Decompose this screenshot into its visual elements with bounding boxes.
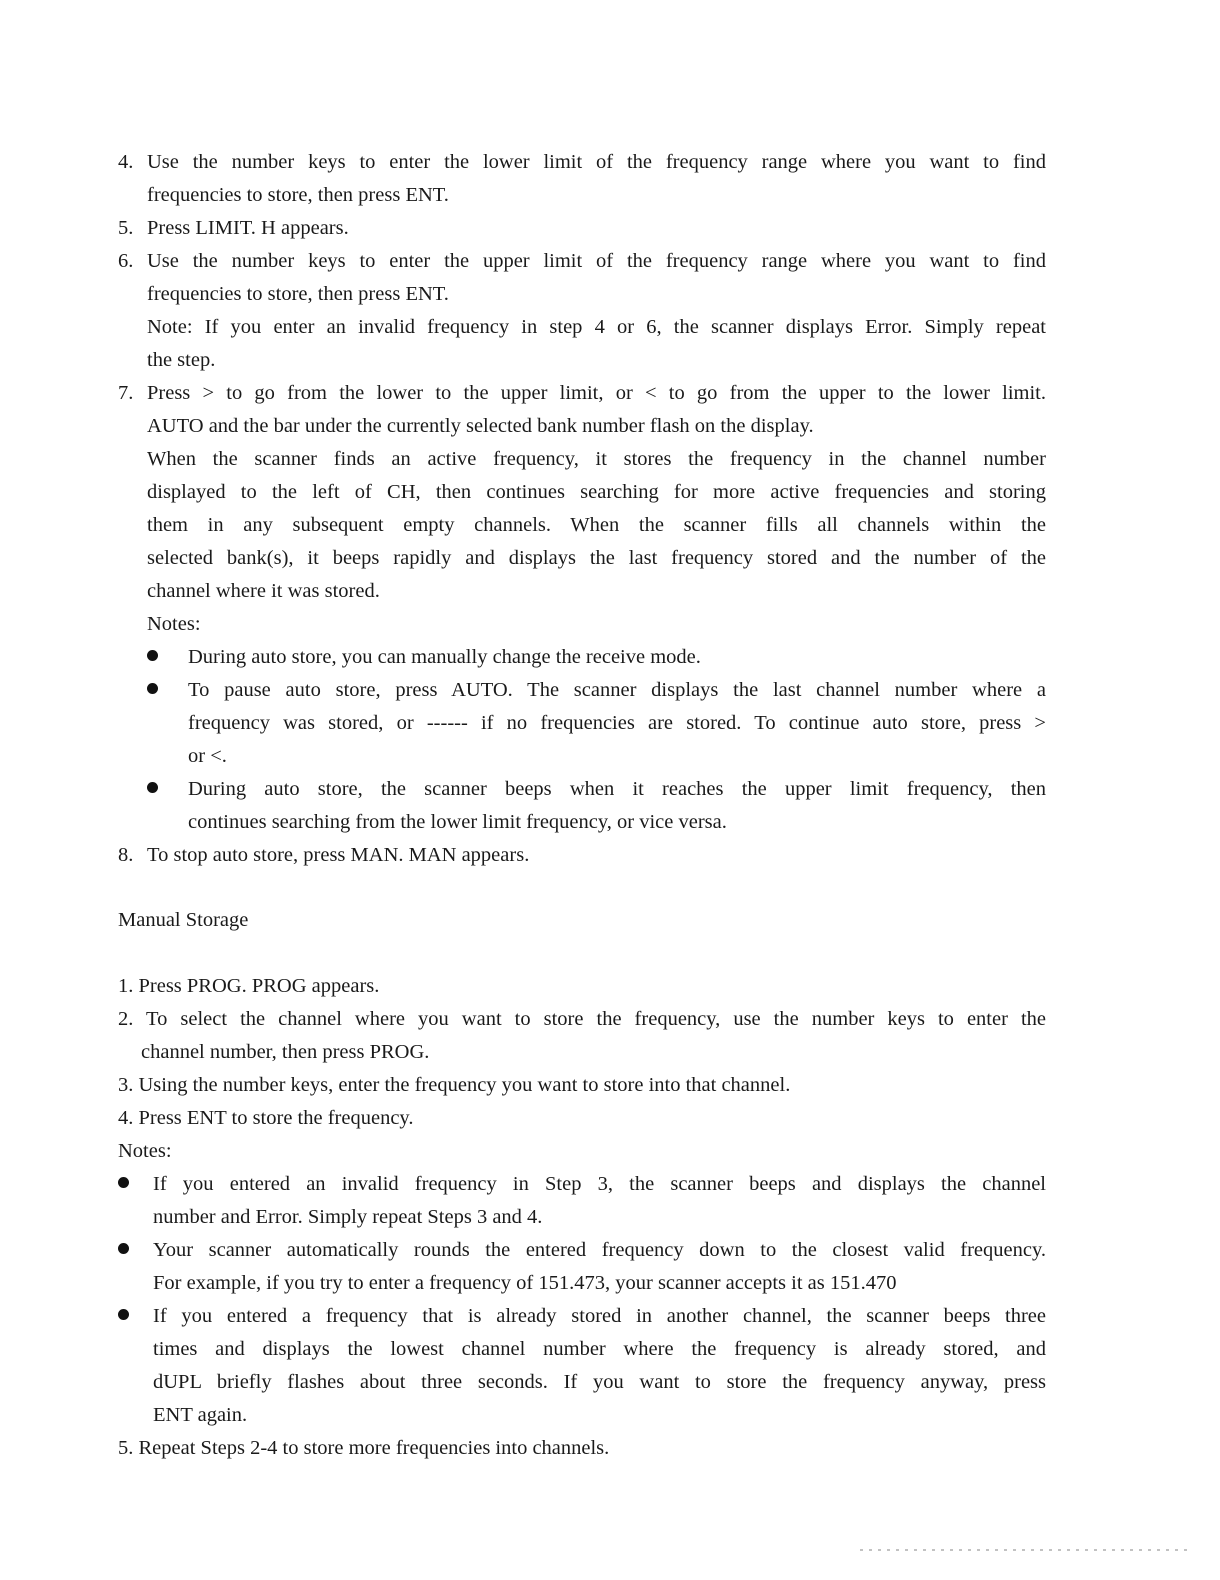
step-7-notes-label: Notes: [147, 613, 201, 635]
manual-note-3-end: ENT again. [153, 1404, 248, 1426]
manual-step-2-cont: channel number, then press PROG. [141, 1041, 430, 1063]
bullet-icon [147, 650, 158, 661]
manual-step-5: 5. Repeat Steps 2-4 to store more frequencies into channels. [118, 1437, 610, 1459]
step-6-text: Use the number keys to enter the upper limit of the frequency range where you want to find [147, 250, 1046, 272]
manual-note-1-cont: number and Error. Simply repeat Steps 3 and 4. [153, 1206, 543, 1228]
step-7-text: Press > to go from the lower to the upper limit, or < to go from the upper to the lower limit. [147, 382, 1046, 404]
manual-step-3: 3. Using the number keys, enter the frequency you want to store into that channel. [118, 1074, 791, 1096]
step-7-paragraph-line-2: displayed to the left of CH, then continues searching for more active frequencies and storing [147, 481, 1046, 503]
manual-note-1: If you entered an invalid frequency in Step 3, the scanner beeps and displays the channel [153, 1173, 1046, 1195]
manual-step-4: 4. Press ENT to store the frequency. [118, 1107, 414, 1129]
manual-note-2: Your scanner automatically rounds the entered frequency down to the closest valid frequency. [153, 1239, 1046, 1261]
manual-step-2: 2. To select the channel where you want to store the frequency, use the number keys to enter the [118, 1008, 1046, 1030]
manual-note-2-cont: For example, if you try to enter a frequency of 151.473, your scanner accepts it as 151.470 [153, 1272, 897, 1294]
bullet-icon [118, 1243, 129, 1254]
step-6-note-cont: the step. [147, 349, 216, 371]
scan-artifact [860, 1549, 1190, 1551]
bullet-icon [118, 1309, 129, 1320]
section-heading: Manual Storage [118, 909, 249, 931]
step-4-text-cont: frequencies to store, then press ENT. [147, 184, 449, 206]
step-7-note-3-cont: continues searching from the lower limit frequency, or vice versa. [188, 811, 727, 833]
step-5-number: 5. [118, 217, 134, 239]
step-7-note-2: To pause auto store, press AUTO. The scanner displays the last channel number where a [188, 679, 1046, 701]
step-7-note-2-cont: frequency was stored, or ------ if no frequencies are stored. To continue auto store, press > [188, 712, 1046, 734]
step-7-text-cont: AUTO and the bar under the currently selected bank number flash on the display. [147, 415, 814, 437]
step-6-text-cont: frequencies to store, then press ENT. [147, 283, 449, 305]
manual-note-3-cont: times and displays the lowest channel number where the frequency is already stored, and [153, 1338, 1046, 1360]
step-7-paragraph-line-5: channel where it was stored. [147, 580, 380, 602]
manual-step-1: 1. Press PROG. PROG appears. [118, 975, 380, 997]
step-7-paragraph-line-4: selected bank(s), it beeps rapidly and displays the last frequency stored and the number of the [147, 547, 1046, 569]
step-7-note-3: During auto store, the scanner beeps when it reaches the upper limit frequency, then [188, 778, 1046, 800]
step-8-text: To stop auto store, press MAN. MAN appears. [147, 844, 530, 866]
step-4-text: Use the number keys to enter the lower limit of the frequency range where you want to find [147, 151, 1046, 173]
step-7-note-2-end: or <. [188, 745, 227, 767]
manual-note-3: If you entered a frequency that is already stored in another channel, the scanner beeps three [153, 1305, 1046, 1327]
manual-note-3-cont-2: dUPL briefly flashes about three seconds. If you want to store the frequency anyway, press [153, 1371, 1046, 1393]
step-7-paragraph-line-1: When the scanner finds an active frequency, it stores the frequency in the channel number [147, 448, 1046, 470]
step-7-paragraph-line-3: them in any subsequent empty channels. When the scanner fills all channels within the [147, 514, 1046, 536]
step-6-number: 6. [118, 250, 134, 272]
step-5-text: Press LIMIT. H appears. [147, 217, 349, 239]
step-6-note: Note: If you enter an invalid frequency in step 4 or 6, the scanner displays Error. Simply repeat [147, 316, 1046, 338]
step-7-note-1: During auto store, you can manually change the receive mode. [188, 646, 701, 668]
bullet-icon [118, 1177, 129, 1188]
bullet-icon [147, 683, 158, 694]
step-7-number: 7. [118, 382, 134, 404]
manual-notes-label: Notes: [118, 1140, 172, 1162]
step-8-number: 8. [118, 844, 134, 866]
bullet-icon [147, 782, 158, 793]
step-4-number: 4. [118, 151, 134, 173]
